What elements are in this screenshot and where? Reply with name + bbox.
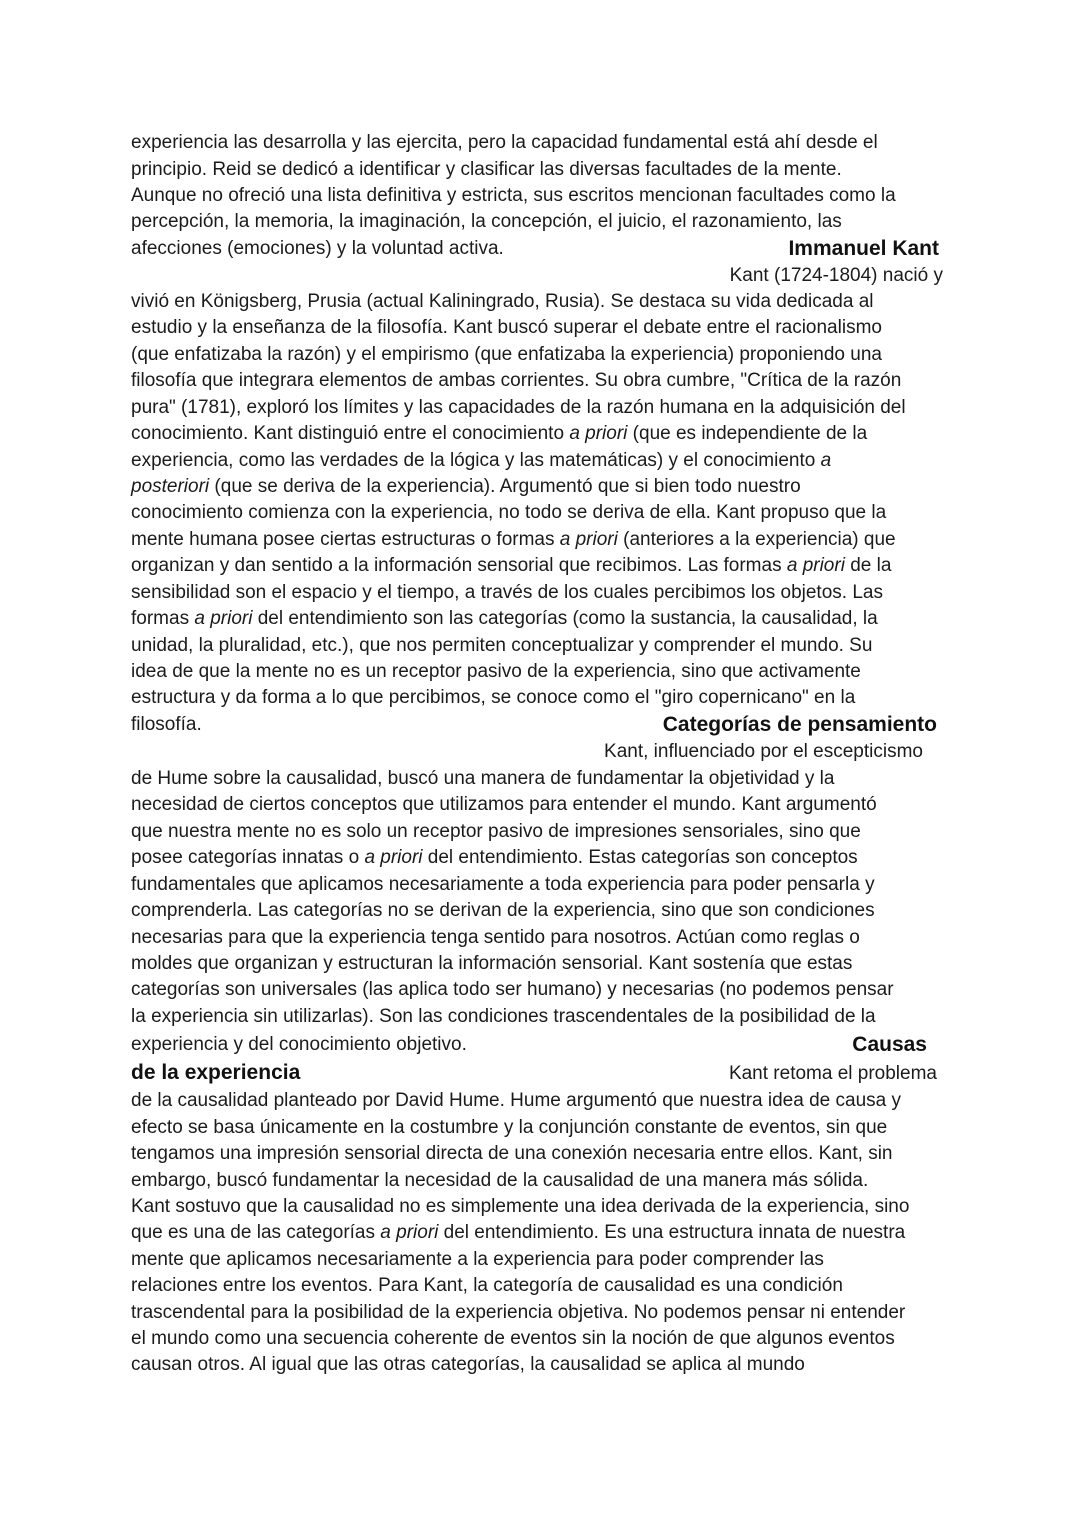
paragraph-line: trascendental para la posibilidad de la experiencia objetiva. No podemos pensar ni entender xyxy=(131,1302,906,1323)
paragraph-line xyxy=(131,448,831,474)
text-run: del entendimiento. Estas categorías son conceptos xyxy=(422,847,858,868)
paragraph-line: experiencia y del conocimiento objetivo. xyxy=(131,1034,467,1055)
paragraph-line: tengamos una impresión sensorial directa de una conexión necesaria entre ellos. Kant, sin xyxy=(131,1143,893,1164)
paragraph-line: el mundo como una secuencia coherente de eventos sin la noción de que algunos eventos xyxy=(131,1328,895,1349)
paragraph-line: necesarias para que la experiencia tenga sentido para nosotros. Actúan como reglas o xyxy=(131,927,860,948)
paragraph-line xyxy=(131,606,878,632)
text-run: (anteriores a la experiencia) que xyxy=(617,529,896,550)
paragraph-line: causan otros. Al igual que las otras categorías, la causalidad se aplica al mundo xyxy=(131,1354,805,1375)
paragraph-line: estudio y la enseñanza de la filosofía. Kant buscó superar el debate entre el racionalismo xyxy=(131,317,882,338)
text-run: de la xyxy=(844,555,892,576)
text-run: (que se deriva de la experiencia). Argumentó que si bien todo nuestro xyxy=(209,476,801,497)
paragraph-line: experiencia las desarrolla y las ejercita, pero la capacidad fundamental está ahí desde el xyxy=(131,132,878,153)
italic-term: a priori xyxy=(569,423,628,444)
text-run: que es una de las categorías xyxy=(131,1222,381,1243)
heading-categorias-de-pensamiento: Categorías de pensamiento xyxy=(662,713,937,736)
paragraph-line: pura" (1781), exploró los límites y las capacidades de la razón humana en la adquisición del xyxy=(131,397,906,418)
paragraph-line: percepción, la memoria, la imaginación, la concepción, el juicio, el razonamiento, las xyxy=(131,211,842,232)
paragraph-line: mente que aplicamos necesariamente a la experiencia para poder comprender las xyxy=(131,1249,824,1270)
paragraph-line: fundamentales que aplicamos necesariamente a toda experiencia para poder pensarla y xyxy=(131,874,875,895)
paragraph-line: estructura y da forma a lo que percibimos, se conoce como el "giro copernicano" en la xyxy=(131,687,856,708)
italic-term: posteriori xyxy=(131,476,210,497)
paragraph-line: necesidad de ciertos conceptos que utilizamos para entender el mundo. Kant argumentó xyxy=(131,794,877,815)
paragraph-line: sensibilidad son el espacio y el tiempo, a través de los cuales percibimos los objetos. Las xyxy=(131,582,883,603)
paragraph-line: filosofía que integrara elementos de ambas corrientes. Su obra cumbre, "Crítica de la razón xyxy=(131,370,902,391)
paragraph-line: vivió en Königsberg, Prusia (actual Kaliningrado, Rusia). Se destaca su vida dedicada al xyxy=(131,291,874,312)
italic-term: a priori xyxy=(364,847,423,868)
text-run: experiencia, como las verdades de la lógica y las matemáticas) y el conocimiento xyxy=(131,450,821,471)
paragraph-line: unidad, la pluralidad, etc.), que nos permiten conceptualizar y comprender el mundo. Su xyxy=(131,635,873,656)
paragraph-line: Kant, influenciado por el escepticismo xyxy=(604,741,923,762)
paragraph-line xyxy=(131,474,801,500)
italic-term: a priori xyxy=(194,608,253,629)
paragraph-line: principio. Reid se dedicó a identificar y clasificar las diversas facultades de la mente. xyxy=(131,159,842,180)
italic-term: a priori xyxy=(786,555,845,576)
text-run: del entendimiento son las categorías (como la sustancia, la causalidad, la xyxy=(252,608,878,629)
italic-term: a priori xyxy=(559,529,618,550)
paragraph-line: Kant retoma el problema xyxy=(728,1063,937,1084)
paragraph-line xyxy=(131,553,891,579)
paragraph-line: de la causalidad planteado por David Hume. Hume argumentó que nuestra idea de causa y xyxy=(131,1090,901,1111)
paragraph-line: categorías son universales (las aplica todo ser humano) y necesarias (no podemos pensar xyxy=(131,979,894,1000)
italic-term: a priori xyxy=(380,1222,439,1243)
paragraph-line xyxy=(131,845,858,871)
heading-causas-part2 xyxy=(131,1060,300,1086)
text-run: mente humana posee ciertas estructuras o formas xyxy=(131,529,560,550)
heading-causas-part1: Causas xyxy=(852,1033,927,1056)
paragraph-line: moldes que organizan y estructuran la información sensorial. Kant sostenía que estas xyxy=(131,953,853,974)
italic-term: a xyxy=(820,450,832,471)
paragraph-line: Kant (1724-1804) nació y xyxy=(729,265,943,286)
heading-text: de la experiencia xyxy=(131,1061,301,1084)
paragraph-line: de Hume sobre la causalidad, buscó una manera de fundamentar la objetividad y la xyxy=(131,768,835,789)
paragraph-line: embargo, buscó fundamentar la necesidad de la causalidad de una manera más sólida. xyxy=(131,1170,869,1191)
text-run: organizan y dan sentido a la información sensorial que recibimos. Las formas xyxy=(131,555,787,576)
paragraph-line xyxy=(131,1220,905,1246)
paragraph-line: efecto se basa únicamente en la costumbre y la conjunción constante de eventos, sin que xyxy=(131,1117,888,1138)
paragraph-line: comprenderla. Las categorías no se derivan de la experiencia, sino que son condiciones xyxy=(131,900,875,921)
paragraph-line: afecciones (emociones) y la voluntad activa. xyxy=(131,238,504,259)
paragraph-line: Aunque no ofreció una lista definitiva y estricta, sus escritos mencionan facultades como la xyxy=(131,185,896,206)
text-run: del entendimiento. Es una estructura innata de nuestra xyxy=(438,1222,906,1243)
paragraph-line: (que enfatizaba la razón) y el empirismo (que enfatizaba la experiencia) proponiendo una xyxy=(131,344,882,365)
text-run: (que es independiente de la xyxy=(627,423,868,444)
paragraph-line: Kant sostuvo que la causalidad no es simplemente una idea derivada de la experiencia, sino xyxy=(131,1196,910,1217)
text-run: conocimiento. Kant distinguió entre el conocimiento xyxy=(131,423,570,444)
paragraph-line: la experiencia sin utilizarlas). Son las condiciones trascendentales de la posibilidad de la xyxy=(131,1006,876,1027)
paragraph-line xyxy=(131,527,896,553)
paragraph-line: idea de que la mente no es un receptor pasivo de la experiencia, sino que activamente xyxy=(131,661,861,682)
paragraph-line: conocimiento comienza con la experiencia, no todo se deriva de ella. Kant propuso que la xyxy=(131,502,887,523)
paragraph-line: que nuestra mente no es solo un receptor pasivo de impresiones sensoriales, sino que xyxy=(131,821,861,842)
heading-immanuel-kant: Immanuel Kant xyxy=(788,237,939,260)
text-run: formas xyxy=(131,608,195,629)
paragraph-line xyxy=(131,421,867,447)
paragraph-line: relaciones entre los eventos. Para Kant, la categoría de causalidad es una condición xyxy=(131,1275,843,1296)
paragraph-line: filosofía. xyxy=(131,714,202,735)
text-run: posee categorías innatas o xyxy=(131,847,365,868)
